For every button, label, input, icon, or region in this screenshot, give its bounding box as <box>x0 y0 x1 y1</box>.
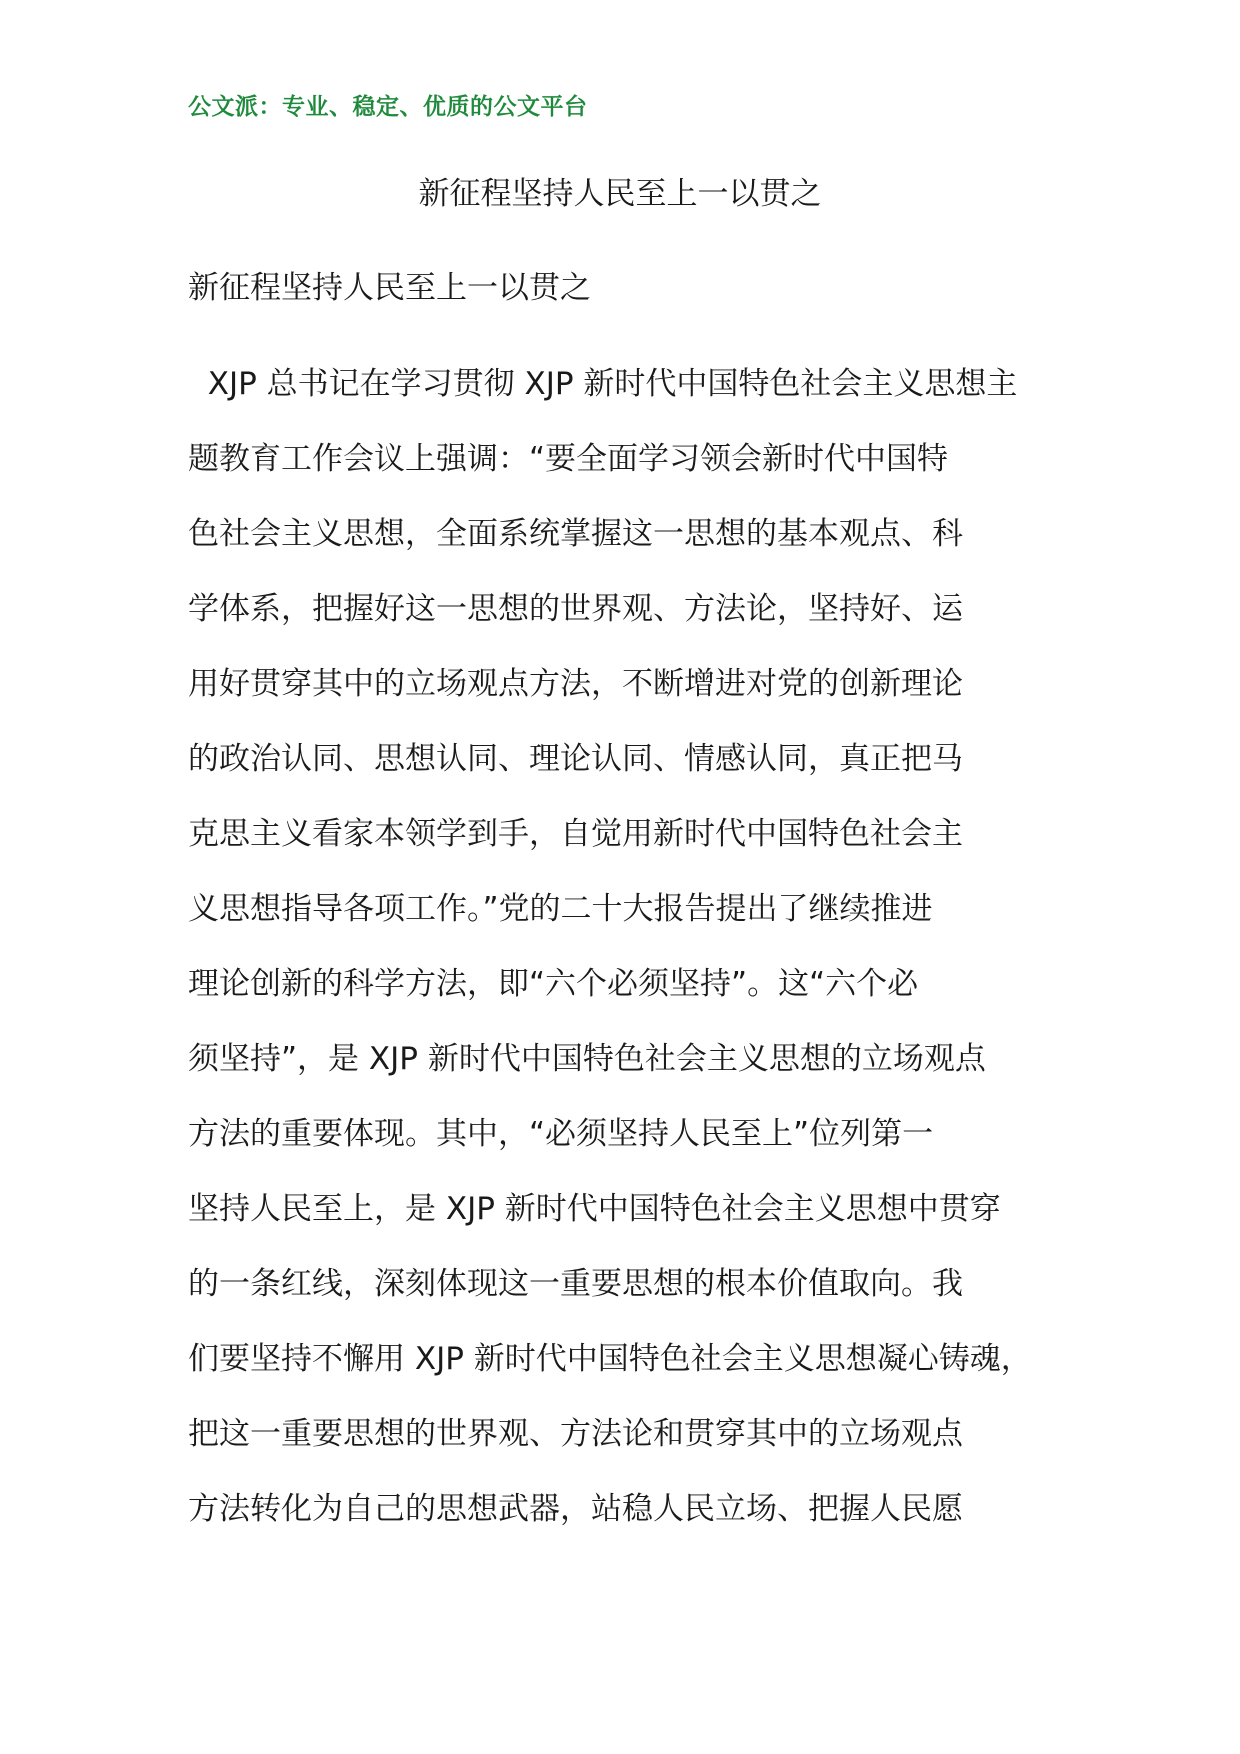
body-line: 方法转化为自己的思想武器，站稳人民立场、把握人民愿 <box>188 1491 963 1527</box>
body-line: 们要坚持不懈用 XJP 新时代中国特色社会主义思想凝心铸魂， <box>188 1341 1032 1377</box>
body-line: 把这一重要思想的世界观、方法论和贯穿其中的立场观点 <box>188 1416 963 1452</box>
header-brand: 公文派：专业、稳定、优质的公文平台 <box>188 94 588 120</box>
body-line: 的政治认同、思想认同、理论认同、情感认同，真正把马 <box>188 741 963 777</box>
body-line: 坚持人民至上，是 XJP 新时代中国特色社会主义思想中贯穿 <box>188 1191 1001 1227</box>
body-line: 题教育工作会议上强调：“要全面学习领会新时代中国特 <box>188 441 949 477</box>
document-title: 新征程坚持人民至上一以贯之 <box>418 176 822 212</box>
body-line: 义思想指导各项工作。”党的二十大报告提出了继续推进 <box>188 891 933 927</box>
body-line: 须坚持”，是 XJP 新时代中国特色社会主义思想的立场观点 <box>188 1041 986 1077</box>
body-line: 的一条红线，深刻体现这一重要思想的根本价值取向。我 <box>188 1266 963 1302</box>
body-line: 用好贯穿其中的立场观点方法，不断增进对党的创新理论 <box>188 666 963 702</box>
body-line: 克思主义看家本领学到手，自觉用新时代中国特色社会主 <box>188 816 963 852</box>
document-subtitle: 新征程坚持人民至上一以贯之 <box>188 270 591 306</box>
body-line: 色社会主义思想，全面系统掌握这一思想的基本观点、科 <box>188 516 963 552</box>
body-line: XJP 总书记在学习贯彻 XJP 新时代中国特色社会主义思想主 <box>188 366 1018 402</box>
body-line: 理论创新的科学方法，即“六个必须坚持”。这“六个必 <box>188 966 919 1002</box>
body-text <box>188 358 1088 1558</box>
body-line: 方法的重要体现。其中，“必须坚持人民至上”位列第一 <box>188 1116 934 1152</box>
body-line: 学体系，把握好这一思想的世界观、方法论，坚持好、运 <box>188 591 963 627</box>
